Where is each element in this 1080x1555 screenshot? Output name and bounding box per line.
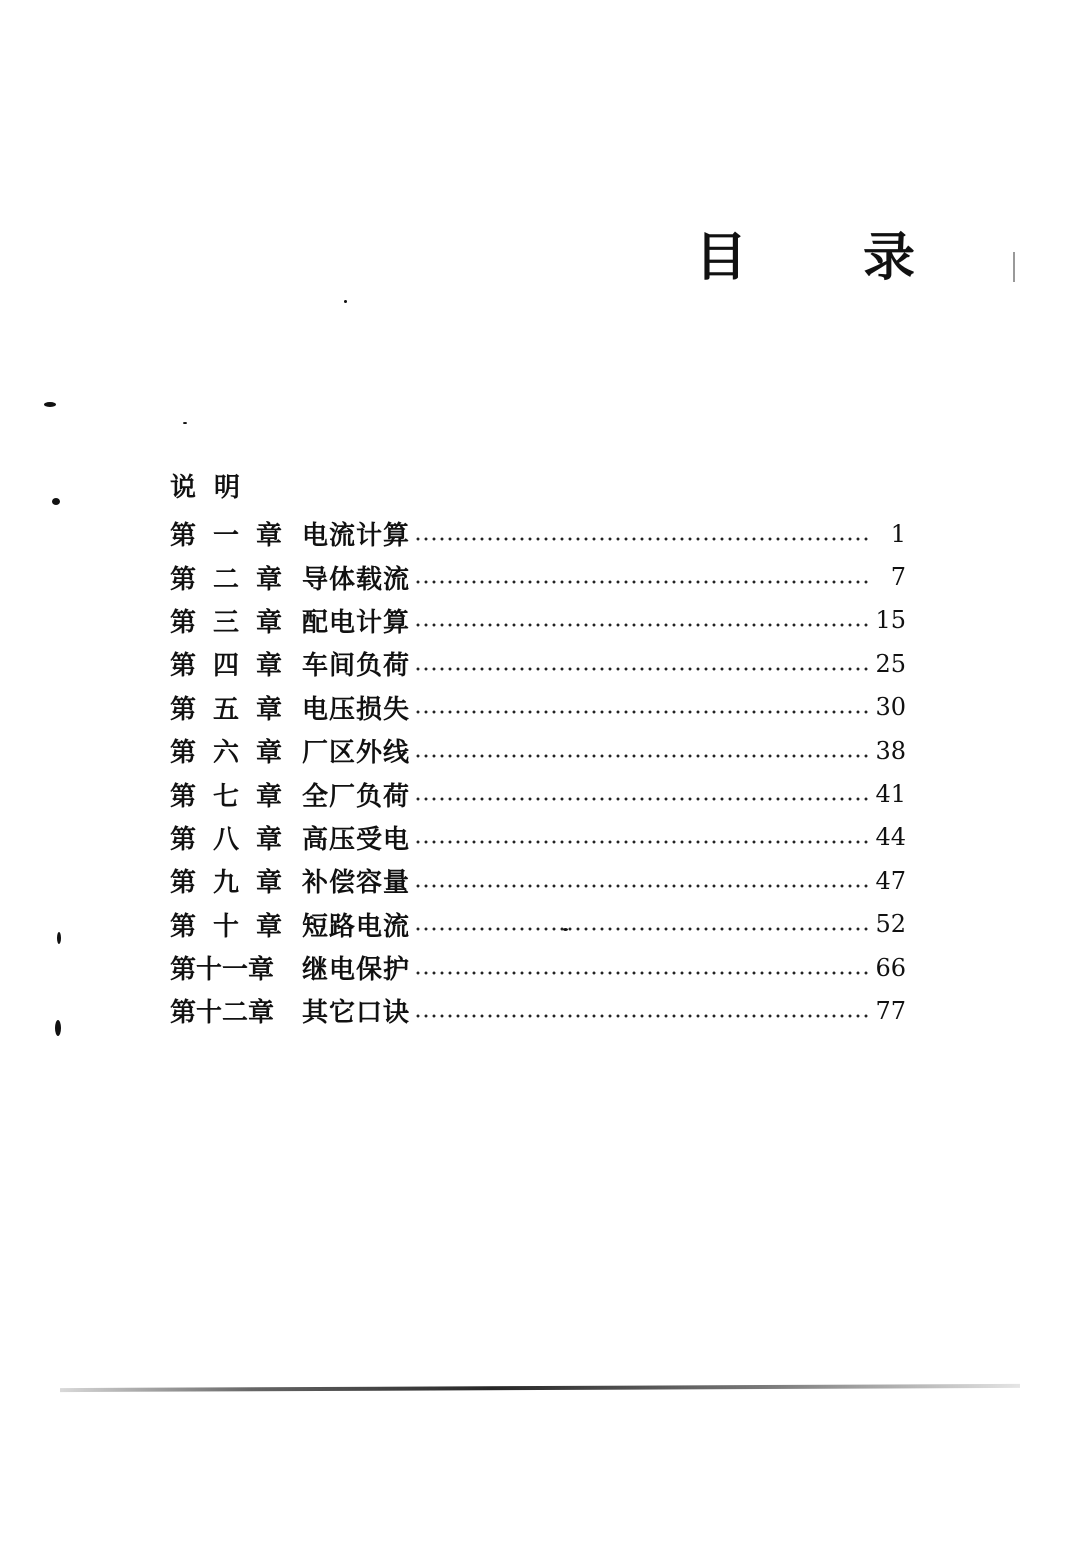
- toc-row: [170, 816, 906, 859]
- toc-chapter-char: 第: [170, 521, 197, 552]
- toc-chapter-number: [170, 602, 282, 639]
- toc-chapter-number: [170, 515, 282, 552]
- toc-chapter-char: 章: [255, 694, 282, 725]
- toc-chapter-title: 全厂负荷: [302, 781, 411, 812]
- toc-chapter-char: 第: [170, 564, 197, 595]
- toc-chapter-title: 高压受电: [302, 824, 411, 855]
- toc-chapter-title: 继电保护: [302, 955, 411, 986]
- toc-page-number: 41: [875, 780, 906, 809]
- toc-row: [170, 555, 906, 598]
- toc-chapter-title: 导体载流: [302, 564, 411, 595]
- toc-chapter-char: 六: [212, 738, 239, 769]
- title-char-left: 目: [695, 227, 748, 288]
- toc-chapter-char: 第: [170, 781, 197, 812]
- toc-row: [170, 772, 906, 815]
- toc-chapter-char: 章: [255, 911, 282, 942]
- scan-speck: [52, 498, 60, 505]
- toc-chapter-char: 八: [212, 824, 239, 855]
- toc-row: [170, 989, 906, 1032]
- toc-dot-leader: [414, 710, 871, 714]
- toc-row: [170, 903, 906, 946]
- toc-chapter-char: 七: [212, 781, 239, 812]
- toc-page-number: 44: [875, 823, 906, 852]
- toc-chapter-number: [170, 819, 282, 856]
- toc-chapter-number: [170, 732, 282, 769]
- toc-chapter-char: 章: [255, 738, 282, 769]
- toc-chapter-char: 第: [170, 868, 197, 899]
- toc-chapter-char: 五: [212, 694, 239, 725]
- toc-dot-leader: [414, 754, 871, 758]
- toc-dot-leader: [414, 537, 872, 541]
- toc-chapter-number: [170, 645, 282, 682]
- toc-page-number: 77: [875, 996, 906, 1025]
- toc-chapter-number: [170, 949, 282, 986]
- toc-chapter-char: 章: [255, 651, 282, 682]
- toc-chapter-char: 十: [212, 911, 239, 942]
- page-title: [695, 228, 915, 288]
- title-char-right: 录: [862, 227, 915, 288]
- toc-chapter-number: [170, 689, 282, 726]
- toc-chapter-char: 第十一章: [170, 955, 275, 986]
- scan-speck: [563, 928, 568, 931]
- toc-dot-leader: [414, 797, 871, 801]
- toc-chapter-char: 第: [170, 824, 197, 855]
- toc-row: [170, 512, 906, 555]
- scan-speck: [57, 932, 61, 944]
- toc-chapter-char: 九: [212, 868, 239, 899]
- toc-chapter-char: 第: [170, 651, 197, 682]
- toc-page-number: 52: [875, 910, 906, 939]
- scan-speck: [55, 1020, 61, 1036]
- toc-page-number: 15: [875, 606, 906, 635]
- toc-chapter-title: 电流计算: [302, 521, 411, 552]
- toc-chapter-number: [170, 559, 282, 596]
- toc-chapter-char: 第十二章: [170, 998, 275, 1029]
- toc-row: [170, 946, 906, 989]
- toc-chapter-number: [170, 862, 282, 899]
- toc-chapter-char: 一: [212, 521, 239, 552]
- scan-speck: [44, 402, 56, 407]
- toc-page-number: 38: [875, 736, 906, 765]
- toc-row: [170, 599, 906, 642]
- toc-intro: 说明: [170, 473, 259, 503]
- toc-row: [170, 686, 906, 729]
- toc-chapter-char: 四: [212, 651, 239, 682]
- toc-chapter-number: [170, 992, 282, 1029]
- toc-chapter-char: 三: [212, 607, 239, 638]
- toc-page-number: 66: [875, 953, 906, 982]
- toc-dot-leader: [414, 840, 871, 844]
- toc-dot-leader: [414, 927, 871, 931]
- table-of-contents: [170, 512, 906, 1033]
- toc-chapter-char: 第: [170, 911, 197, 942]
- toc-page-number: 7: [890, 563, 906, 592]
- toc-chapter-char: 第: [170, 738, 197, 769]
- toc-chapter-number: [170, 776, 282, 813]
- toc-chapter-char: 二: [212, 564, 239, 595]
- toc-dot-leader: [414, 971, 871, 975]
- toc-dot-leader: [414, 884, 871, 888]
- toc-page-number: 47: [875, 866, 906, 895]
- toc-chapter-char: 章: [255, 824, 282, 855]
- toc-chapter-title: 电压损失: [302, 694, 411, 725]
- toc-dot-leader: [414, 1014, 871, 1018]
- toc-chapter-title: 补偿容量: [302, 868, 411, 899]
- toc-chapter-number: [170, 906, 282, 943]
- toc-page-number: 25: [875, 649, 906, 678]
- toc-row: [170, 642, 906, 685]
- toc-page-number: 1: [890, 519, 906, 548]
- toc-chapter-char: 章: [255, 781, 282, 812]
- toc-chapter-char: 第: [170, 607, 197, 638]
- toc-chapter-title: 车间负荷: [302, 651, 411, 682]
- toc-chapter-title: 短路电流: [302, 911, 411, 942]
- toc-chapter-title: 配电计算: [302, 607, 411, 638]
- toc-row: [170, 859, 906, 902]
- scan-speck: [344, 300, 347, 303]
- scan-speck: [183, 422, 187, 424]
- toc-chapter-char: 第: [170, 694, 197, 725]
- toc-chapter-title: 其它口诀: [302, 998, 411, 1029]
- toc-dot-leader: [414, 623, 871, 627]
- toc-chapter-title: 厂区外线: [302, 738, 411, 769]
- toc-chapter-char: 章: [255, 607, 282, 638]
- toc-dot-leader: [414, 580, 872, 584]
- toc-row: [170, 729, 906, 772]
- toc-chapter-char: 章: [255, 868, 282, 899]
- margin-mark: [1013, 252, 1015, 282]
- toc-page-number: 30: [875, 693, 906, 722]
- bottom-rule: [60, 1384, 1020, 1392]
- toc-dot-leader: [414, 667, 871, 671]
- toc-chapter-char: 章: [255, 521, 282, 552]
- toc-chapter-char: 章: [255, 564, 282, 595]
